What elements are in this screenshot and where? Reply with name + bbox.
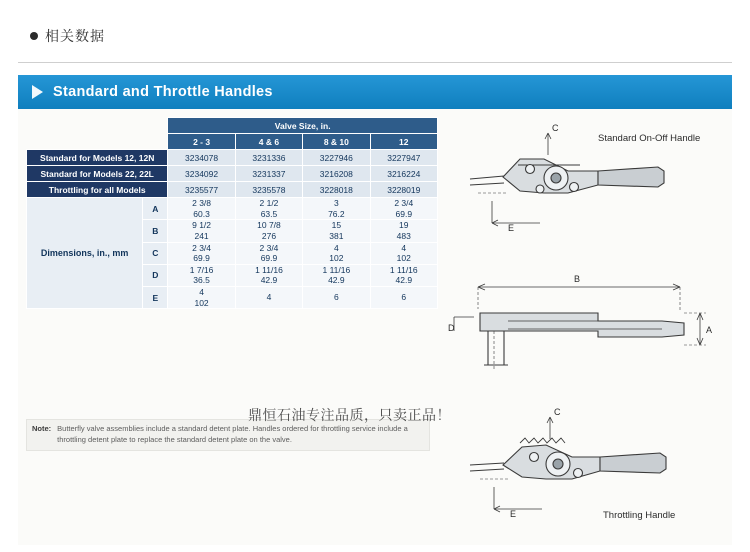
dim-value: 4 102 (303, 242, 370, 264)
figure-body (18, 109, 732, 545)
table-row (27, 150, 438, 166)
part-number: 3228019 (370, 182, 437, 198)
part-number: 3227947 (370, 150, 437, 166)
table-row (27, 182, 438, 198)
svg-text:C: C (554, 407, 561, 417)
dim-value: 4 102 (370, 242, 437, 264)
specs-table (26, 117, 438, 309)
size-col-4: 12 (370, 134, 437, 150)
header-divider (18, 62, 732, 63)
svg-text:E: E (508, 223, 515, 233)
dim-value: 2 1/2 63.5 (235, 198, 302, 220)
part-number: 3231336 (235, 150, 302, 166)
svg-text:D: D (448, 323, 455, 333)
svg-text:C: C (552, 123, 559, 133)
svg-text:E: E (510, 509, 517, 519)
svg-text:B: B (574, 274, 581, 284)
dim-value: 6 (370, 287, 437, 309)
part-row-label: Standard for Models 22, 22L (27, 166, 168, 182)
dim-value: 1 7/16 36.5 (168, 264, 235, 286)
dim-value: 2 3/4 69.9 (235, 242, 302, 264)
figure-banner (18, 75, 732, 109)
part-number: 3228018 (303, 182, 370, 198)
spacer-cell (143, 118, 168, 134)
part-number: 3216224 (370, 166, 437, 182)
spacer-cell (27, 134, 143, 150)
size-col-3: 8 & 10 (303, 134, 370, 150)
part-row-label: Standard for Models 12, 12N (27, 150, 168, 166)
size-col-2: 4 & 6 (235, 134, 302, 150)
throttling-handle-svg (448, 399, 748, 534)
valve-size-header: Valve Size, in. (168, 118, 438, 134)
dim-value: 2 3/8 60.3 (168, 198, 235, 220)
dim-value: 4 (235, 287, 302, 309)
dim-value: 10 7/8 276 (235, 220, 302, 242)
table-row (27, 198, 438, 220)
drawing-standard-handle (448, 119, 748, 264)
dim-value: 9 1/2 241 (168, 220, 235, 242)
table-row (27, 166, 438, 182)
part-number: 3216208 (303, 166, 370, 182)
watermark-text: 鼎恒石油专注品质，只卖正品！ (248, 407, 451, 423)
size-col-1: 2 - 3 (168, 134, 235, 150)
figure-panel (18, 75, 732, 545)
dim-value: 1 11/16 42.9 (303, 264, 370, 286)
dim-letter: D (143, 264, 168, 286)
dimensions-label: Dimensions, in., mm (27, 198, 143, 309)
page-title: 相关数据 (45, 28, 105, 44)
note-label: Note: (32, 424, 52, 433)
part-number: 3234092 (168, 166, 235, 182)
svg-text:A: A (706, 325, 713, 335)
dim-value: 2 3/4 69.9 (168, 242, 235, 264)
drawing-caption-1: Standard On-Off Handle (598, 133, 701, 144)
dim-value: 6 (303, 287, 370, 309)
dim-letter: A (143, 198, 168, 220)
spacer-cell (27, 118, 143, 134)
dim-letter: E (143, 287, 168, 309)
figure-banner-title: Standard and Throttle Handles (53, 84, 273, 100)
dim-value: 1 11/16 42.9 (370, 264, 437, 286)
dim-value: 4 102 (168, 287, 235, 309)
spacer-cell (143, 134, 168, 150)
dim-value: 2 3/4 69.9 (370, 198, 437, 220)
table-row (27, 134, 438, 150)
dim-letter: C (143, 242, 168, 264)
drawing-side-view (448, 269, 748, 399)
page-header (0, 0, 750, 56)
dim-value: 3 76.2 (303, 198, 370, 220)
note-text: Butterfly valve assemblies include a standard detent plate. Handles ordered for throttling service include a throttling detent plate to replace the standard detent plate on the valve. (57, 424, 408, 444)
part-number: 3234078 (168, 150, 235, 166)
part-number: 3227946 (303, 150, 370, 166)
drawing-throttling-handle (448, 399, 748, 539)
part-number: 3235577 (168, 182, 235, 198)
side-view-svg (448, 269, 748, 394)
drawing-caption-3: Throttling Handle (603, 510, 676, 521)
part-row-label: Throttling for all Models (27, 182, 168, 198)
table-row (27, 118, 438, 134)
triangle-right-icon (32, 85, 43, 99)
dim-value: 15 381 (303, 220, 370, 242)
dim-letter: B (143, 220, 168, 242)
bullet-icon (30, 32, 38, 40)
dim-value: 19 483 (370, 220, 437, 242)
part-number: 3231337 (235, 166, 302, 182)
dim-value: 1 11/16 42.9 (235, 264, 302, 286)
part-number: 3235578 (235, 182, 302, 198)
